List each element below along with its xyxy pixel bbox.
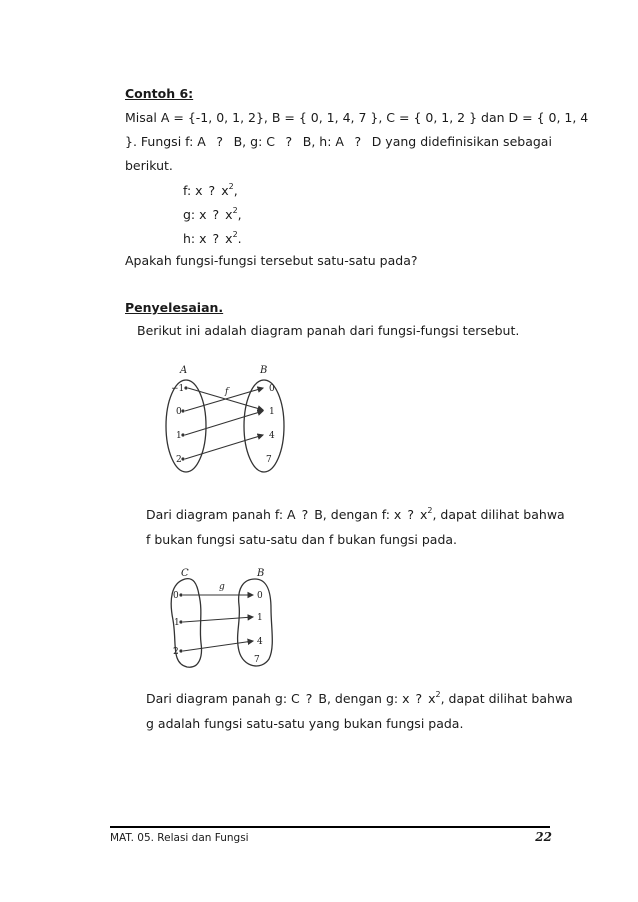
exponent: 2 bbox=[427, 505, 433, 515]
line2-part-c: B, h: A bbox=[302, 134, 344, 149]
maps-to-glyph: ? bbox=[354, 134, 362, 149]
domain-label: C bbox=[181, 568, 189, 579]
example-question: Apakah fungsi-fungsi tersebut satu-satu pada? bbox=[125, 253, 418, 268]
text-segment: B, dengan f: x bbox=[314, 507, 402, 522]
maps-to-glyph: ? bbox=[415, 691, 423, 706]
definition-rhs: x bbox=[225, 231, 233, 246]
codomain-value: 4 bbox=[257, 637, 263, 647]
footer-module-title: MAT. 05. Relasi dan Fungsi bbox=[110, 832, 249, 844]
codomain-value: 7 bbox=[254, 655, 260, 665]
definition-end: , bbox=[233, 183, 238, 198]
line2-part-a: }. Fungsi f: A bbox=[125, 134, 206, 149]
definition-lhs: f: x bbox=[183, 183, 203, 198]
codomain-value: 4 bbox=[269, 431, 275, 441]
domain-value: 1 bbox=[176, 431, 182, 441]
footer-rule bbox=[110, 826, 550, 828]
domain-value: −1 bbox=[171, 384, 185, 394]
solution-intro: Berikut ini adalah diagram panah dari fungsi-fungsi tersebut. bbox=[137, 323, 520, 338]
exponent: 2 bbox=[435, 689, 441, 699]
definition-end: , bbox=[237, 207, 242, 222]
text-segment: , dapat dilihat bahwa bbox=[440, 691, 573, 706]
example-title: Contoh 6: bbox=[125, 86, 194, 101]
domain-value: 0 bbox=[176, 407, 182, 417]
maps-to-glyph: ? bbox=[407, 507, 414, 522]
paragraph-g-line-1 bbox=[146, 689, 573, 706]
text-segment: x bbox=[428, 691, 436, 706]
maps-to-glyph: ? bbox=[285, 134, 293, 149]
line2-part-b: B, g: C bbox=[233, 134, 275, 149]
definition-lhs: h: x bbox=[183, 231, 207, 246]
function-label: f bbox=[225, 387, 229, 397]
arrow-diagram-f bbox=[160, 360, 300, 475]
text-segment: , dapat dilihat bahwa bbox=[432, 507, 565, 522]
maps-to-glyph: ? bbox=[301, 507, 309, 522]
codomain-label: B bbox=[257, 568, 265, 579]
codomain-value: 7 bbox=[266, 455, 272, 465]
function-label: g bbox=[219, 582, 225, 592]
exponent: 2 bbox=[232, 205, 238, 215]
codomain-value: 1 bbox=[257, 613, 263, 623]
domain-value: 1 bbox=[174, 618, 180, 628]
example-line-3: berikut. bbox=[125, 158, 173, 173]
definition-h bbox=[183, 231, 242, 246]
text-segment: B, dengan g: x bbox=[318, 691, 410, 706]
exponent: 2 bbox=[232, 229, 238, 239]
definition-lhs: g: x bbox=[183, 207, 207, 222]
solution-title: Penyelesaian. bbox=[125, 300, 224, 315]
codomain-label: B bbox=[260, 365, 268, 376]
example-line-2 bbox=[125, 134, 552, 149]
maps-to-glyph: ? bbox=[212, 231, 220, 246]
codomain-value: 0 bbox=[257, 591, 263, 601]
domain-label: A bbox=[180, 365, 188, 376]
example-line-1: Misal A = {-1, 0, 1, 2}, B = { 0, 1, 4, 7 }, C = { 0, 1, 2 } dan D = { 0, 1, 4 bbox=[125, 110, 589, 125]
definition-rhs: x bbox=[221, 183, 229, 198]
maps-to-glyph: ? bbox=[208, 183, 216, 198]
paragraph-f-line-1 bbox=[146, 505, 565, 522]
text-segment: Dari diagram panah g: C bbox=[146, 691, 300, 706]
text-segment: x bbox=[419, 507, 428, 522]
arrow-diagram-g bbox=[163, 565, 281, 675]
codomain-value: 0 bbox=[269, 384, 275, 394]
definition-end: . bbox=[237, 231, 242, 246]
definition-f bbox=[183, 183, 238, 198]
domain-value: 2 bbox=[173, 647, 179, 657]
domain-value: 0 bbox=[173, 591, 179, 601]
page-number: 22 bbox=[535, 830, 552, 844]
line2-part-d: D yang didefinisikan sebagai bbox=[371, 134, 552, 149]
codomain-value: 1 bbox=[269, 407, 275, 417]
definition-rhs: x bbox=[225, 207, 233, 222]
definition-g bbox=[183, 207, 242, 222]
codomain-set-oval bbox=[244, 380, 284, 472]
domain-value: 2 bbox=[176, 455, 182, 465]
text-segment: Dari diagram panah f: A bbox=[146, 507, 296, 522]
codomain-set-blob bbox=[238, 579, 273, 666]
maps-to-glyph: ? bbox=[216, 134, 224, 149]
paragraph-g-line-2: g adalah fungsi satu-satu yang bukan fungsi pada. bbox=[146, 716, 464, 731]
maps-to-glyph: ? bbox=[212, 207, 220, 222]
maps-to-glyph: ? bbox=[305, 691, 313, 706]
paragraph-f-line-2: f bukan fungsi satu-satu dan f bukan fungsi pada. bbox=[146, 532, 458, 547]
exponent: 2 bbox=[228, 181, 234, 191]
